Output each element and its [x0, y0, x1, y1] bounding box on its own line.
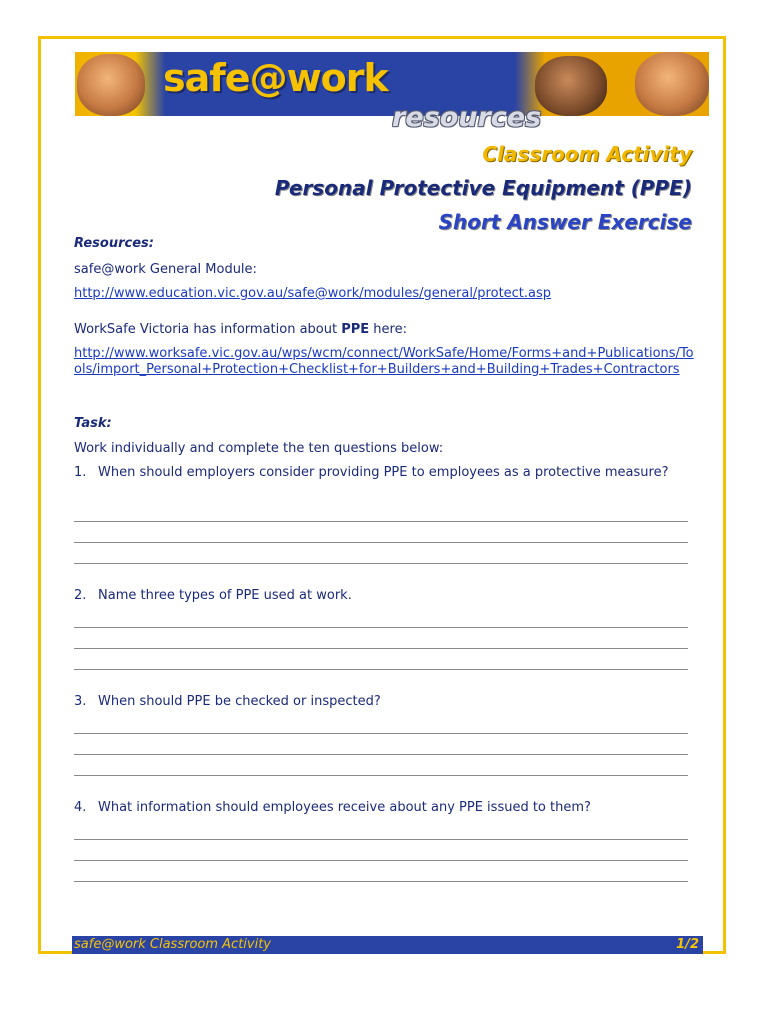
question-text: When should employers consider providing PPE to employees as a protective measure?	[98, 465, 669, 480]
footer-title: safe@work Classroom Activity	[74, 937, 271, 952]
page-number: 1/2	[676, 937, 699, 952]
question-number: 3.	[74, 694, 87, 709]
question-3	[74, 693, 694, 710]
question-4	[74, 799, 694, 816]
worksafe-prefix: WorkSafe Victoria has information about	[74, 322, 342, 337]
title-ppe: Personal Protective Equipment (PPE)	[274, 176, 692, 200]
question-text: Name three types of PPE used at work.	[98, 588, 352, 603]
student-photo-right	[635, 52, 709, 116]
page-border	[38, 36, 726, 954]
footer-bar	[72, 936, 703, 954]
worksafe-suffix: here:	[369, 322, 407, 337]
answer-line[interactable]	[74, 860, 688, 861]
module-text: safe@work General Module:	[74, 262, 257, 277]
module-link[interactable]: http://www.education.vic.gov.au/safe@work/modules/general/protect.asp	[74, 286, 552, 301]
answer-line[interactable]	[74, 881, 688, 882]
title-short-answer: Short Answer Exercise	[438, 210, 692, 234]
question-text: What information should employees receive about any PPE issued to them?	[98, 800, 591, 815]
title-classroom-activity: Classroom Activity	[482, 142, 692, 166]
task-label: Task:	[74, 416, 112, 431]
resources-label: Resources:	[74, 236, 154, 251]
worksafe-link-wrap	[74, 346, 694, 378]
question-text: When should PPE be checked or inspected?	[98, 694, 381, 709]
answer-line[interactable]	[74, 648, 688, 649]
answer-line[interactable]	[74, 627, 688, 628]
student-photo-middle	[535, 56, 607, 116]
question-number: 2.	[74, 588, 87, 603]
question-number: 1.	[74, 465, 87, 480]
answer-line[interactable]	[74, 733, 688, 734]
student-photo-left	[77, 54, 145, 116]
logo-text: safe@work	[163, 56, 388, 100]
answer-line[interactable]	[74, 839, 688, 840]
question-2	[74, 587, 694, 604]
logo-subtext: resources	[392, 102, 542, 133]
worksafe-link[interactable]: http://www.worksafe.vic.gov.au/wps/wcm/connect/WorkSafe/Home/Forms+and+Publications/Tools/import_Personal+Protection+Checklist+for+Builders+and+Building+Trades+Contractors	[74, 346, 694, 377]
answer-line[interactable]	[74, 542, 688, 543]
answer-line[interactable]	[74, 669, 688, 670]
question-1	[74, 464, 694, 481]
task-instruction: Work individually and complete the ten questions below:	[74, 441, 444, 456]
answer-line[interactable]	[74, 775, 688, 776]
module-link-wrap	[74, 286, 551, 302]
answer-line[interactable]	[74, 521, 688, 522]
worksafe-text	[74, 322, 407, 338]
worksafe-bold: PPE	[341, 322, 370, 337]
question-number: 4.	[74, 800, 87, 815]
answer-line[interactable]	[74, 563, 688, 564]
answer-line[interactable]	[74, 754, 688, 755]
